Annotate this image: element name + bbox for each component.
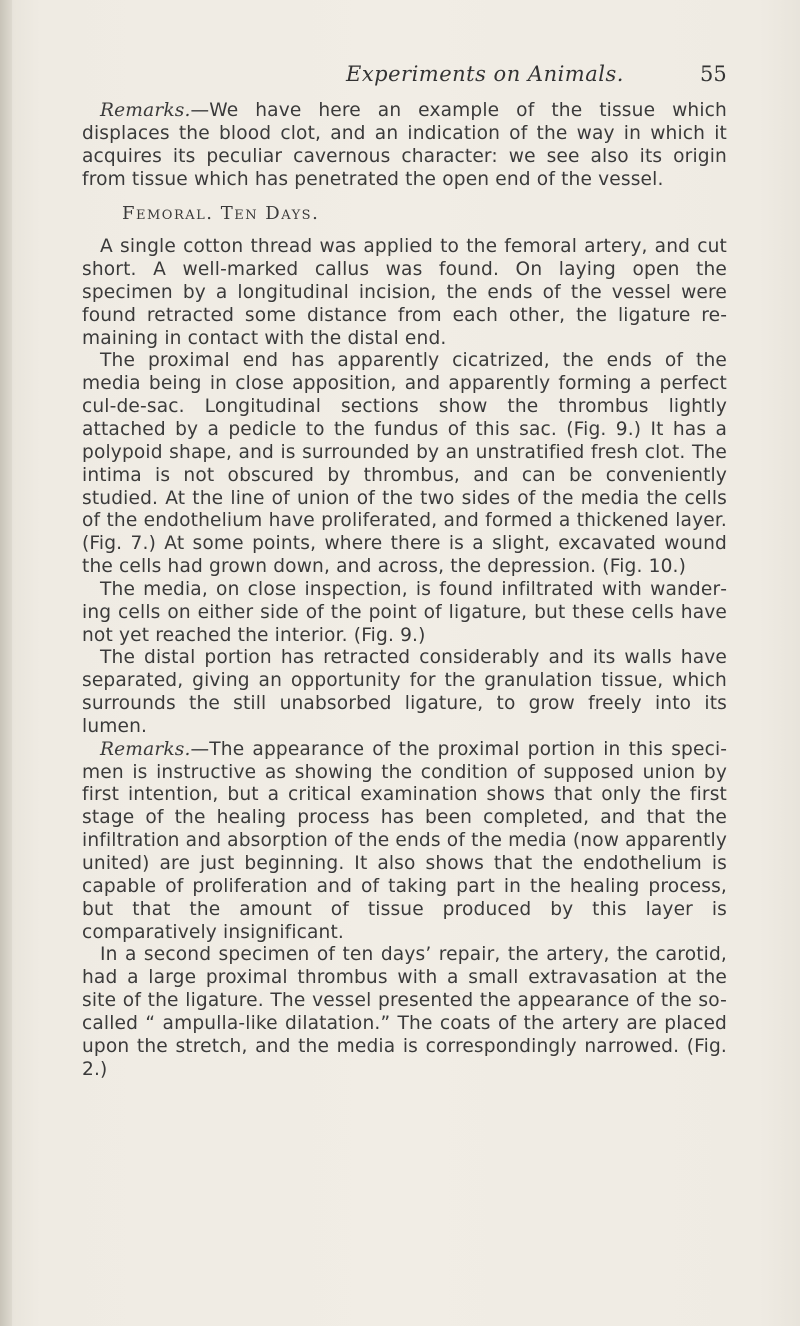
page-body <box>82 100 727 1081</box>
page-gutter <box>0 0 12 1326</box>
paragraph: In a second specimen of ten days’ repair, the artery, the carotid, had a large proximal thrombus with a small extravasation at the site of the ligature. The vessel presented the appearance of the so-called “ ampulla-like dilatation.” The coats of the artery are placed upon the stretch, and the media is correspondingly narrowed. (Fig. 2.) <box>82 944 727 1080</box>
page-number: 55 <box>700 62 727 86</box>
paragraph: The media, on close inspection, is found infiltrated with wandering cells on either side of the point of ligature, but these cells have not yet reached the interior. (Fig. 9.) <box>82 578 727 646</box>
remarks-paragraph-1 <box>82 100 727 191</box>
paragraph: A single cotton thread was applied to the femoral artery, and cut short. A well-marked callus was found. On laying open the specimen by a longitudinal incision, the ends of the vessel were found retracted some distance from each other, the ligature remaining in contact with the distal end. <box>82 236 727 349</box>
section-heading: Femoral. Ten Days. <box>122 203 320 225</box>
paragraph: The proximal end has apparently cicatrized, the ends of the media being in close apposition, and apparently forming a perfect cul-de-sac. Longitudinal sections show the thrombus lightly attached by a pedicle to the fundus of this sac. (Fig. 9.) It has a polypoid shape, and is surrounded by an unstratified fresh clot. The intima is not obscured by thrombus, and can be conveniently studied. At the line of union of the two sides of the media the cells of the endothelium have proliferated, and formed a thickened layer. (Fig. 7.) At some points, where there is a slight, excavated wound the cells had grown down, and across, the depression. (Fig. 10.) <box>82 350 727 578</box>
remarks-text: —The appearance of the proximal portion in this specimen is instructive as showing the condition of supposed union by first intention, but a critical examination shows that only the first stage of the healing process has been completed, and that the infiltration and absorption of the ends of the media (now apparently united) are just beginning. It also shows that the endothelium is capable of proliferation and of taking part in the healing process, but that the amount of tissue produced by this layer is comparatively insignificant. <box>82 738 727 943</box>
remarks-label: Remarks. <box>100 100 191 121</box>
paragraph: The distal portion has retracted considerably and its walls have separated, giving an opportunity for the granulation tissue, which surrounds the still unabsorbed ligature, to grow freely into its lumen. <box>82 647 727 737</box>
page-header <box>0 62 800 92</box>
remarks-label: Remarks. <box>100 738 191 760</box>
remarks-text: —We have here an example of the tissue which displaces the blood clot, and an indication of the way in which it acquires its peculiar cavernous character: we see also its origin from tissue which has penetrated the open end of the vessel. <box>82 100 727 190</box>
running-title: Experiments on Animals. <box>346 62 624 86</box>
remarks-paragraph-2 <box>82 739 727 945</box>
